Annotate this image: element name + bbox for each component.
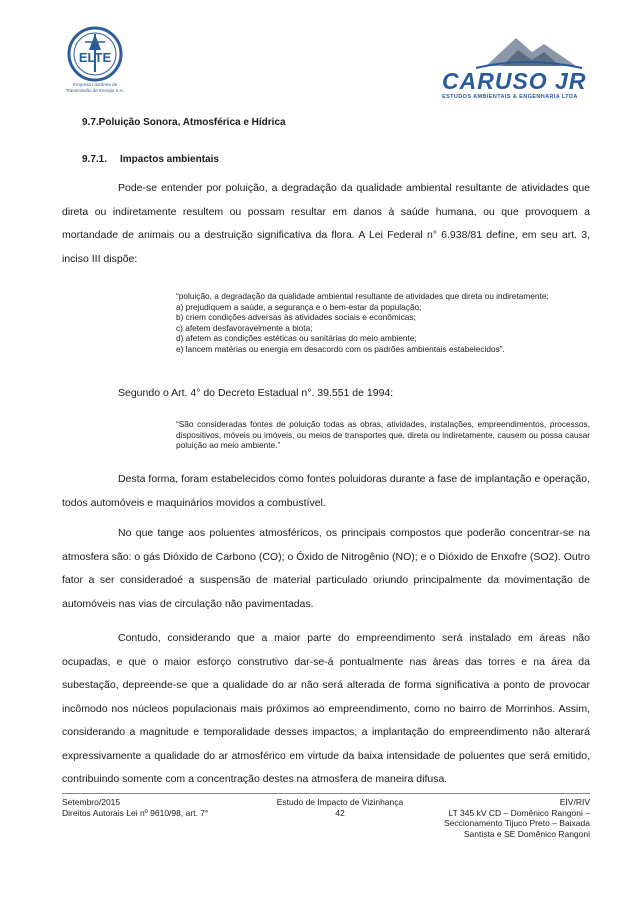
paragraph-4: No que tange aos poluentes atmosféricos, os principais compostos que poderão concentrar-se na atmosfera são: o gás Dióxido de Carbono (CO); o Óxido de Nitrogênio (NO); e o Dióxido de Enxofre (SO2). Outro fator a ser consideradoé a suspensão de material particulado oriundo principalmente da movimentação de automóveis nas vias de circulação não pavimentadas. (62, 527, 590, 610)
paragraph-5: Contudo, considerando que a maior parte do empreendimento será instalado em áreas não ocupadas, e que o maior esforço construtivo dar-se-á pontualmente nas áreas das torres e na área da subestação, depreende-se que a qualidade do ar não será alterada de forma significativa a ponto de provocar incômodo nos núcleos populacionais mais próximos ao empreendimento, como no bairro de Morrinhos. Assim, considerando a magnitude e temporalidade desses impactos, a implantação do empreendimento não alterará expressivamente a qualidade do ar atmosférico em virtude da baixa intensidade de poluentes que será emitido, contribuindo somente com a concentração destes na atmosfera de maneira difusa. (62, 632, 590, 785)
quote-1-item-b: b) criem condições adversas às atividades sociais e econômicas; (176, 312, 416, 322)
footer-copyright: Direitos Autorais Lei nº 9610/98, art. 7° (62, 807, 209, 818)
elte-emblem-icon (67, 26, 123, 82)
footer-document-title: Estudo de Impacto de Vizinhança (276, 797, 404, 807)
caruso-tagline: ESTUDOS AMBIENTAIS & ENGENHARIA LTDA (442, 94, 578, 100)
paragraph-3: Desta forma, foram estabelecidos como fontes poluidoras durante a fase de implantação e operação, todos automóveis e maquinários movidos a combustível. (62, 473, 590, 509)
quote-law-6938 (176, 291, 590, 354)
mountain-icon (436, 30, 586, 70)
elte-logo (60, 26, 130, 93)
elte-logo-text: ELTE (78, 50, 112, 65)
quote-1-item-d: d) afetem as condições estéticas ou sanitárias do meio ambiente; (176, 333, 417, 343)
footer-divider (62, 793, 590, 794)
caruso-logo (436, 30, 586, 102)
quote-1-intro: “poluição, a degradação da qualidade ambiental resultante de atividades que direta ou indiretamente: (176, 291, 549, 301)
quote-1-item-c: c) afetem desfavoravelmente a biota; (176, 322, 313, 333)
footer-project-line-3: Santista e SE Domênico Rangoni (463, 828, 590, 839)
footer-left (62, 797, 208, 818)
paragraph-1: Pode-se entender por poluição, a degradação da qualidade ambiental resultante de atividades que direta ou indiretamente resultem ou possam resultar em danos à saúde humana, ou que provoquem a mortandade de animais ou a destruição significativa da flora. A Lei Federal n° 6.938/81 define, em seu art. 3, inciso III dispõe: (62, 182, 590, 265)
quote-1-item-a: a) prejudiquem a saúde, a segurança e o bem-estar da população; (176, 301, 422, 312)
page-number: 42 (335, 807, 345, 818)
subsection-number: 9.7.1. (82, 154, 108, 165)
quote-decree-39551: “São consideradas fontes de poluição todas as obras, atividades, instalações, empreendimentos, processos, dispositivos, móveis ou imóveis, ou meios de transportes que, direta ou indiretamente, causem ou possa causar poluição ao meio ambiente.” (176, 419, 590, 450)
quote-1-item-e: e) lancem matérias ou energia em desacordo com os padrões ambientais estabelecidos”. (176, 343, 505, 354)
elte-caption-1: Empresa Litorânea de (72, 82, 118, 87)
footer-right (400, 797, 590, 839)
footer-project-line-2: Seccionamento Tijuco Preto – Baixada (443, 818, 590, 828)
paragraph-2: Segundo o Art. 4° do Decreto Estadual n°. 39.551 de 1994: (118, 387, 394, 399)
footer-date: Setembro/2015 (62, 797, 121, 807)
subsection-heading (82, 154, 219, 165)
footer-doc-code: EIV/RIV (559, 797, 590, 807)
section-heading: 9.7.Poluição Sonora, Atmosférica e Hídrica (82, 117, 286, 128)
elte-caption-2: Transmissão de Energia S.A. (65, 87, 125, 93)
subsection-title: Impactos ambientais (120, 154, 219, 165)
footer-project-line-1: LT 345 kV CD – Domênico Rangoni – (448, 807, 590, 818)
caruso-brand: CARUSO JR (442, 68, 587, 94)
